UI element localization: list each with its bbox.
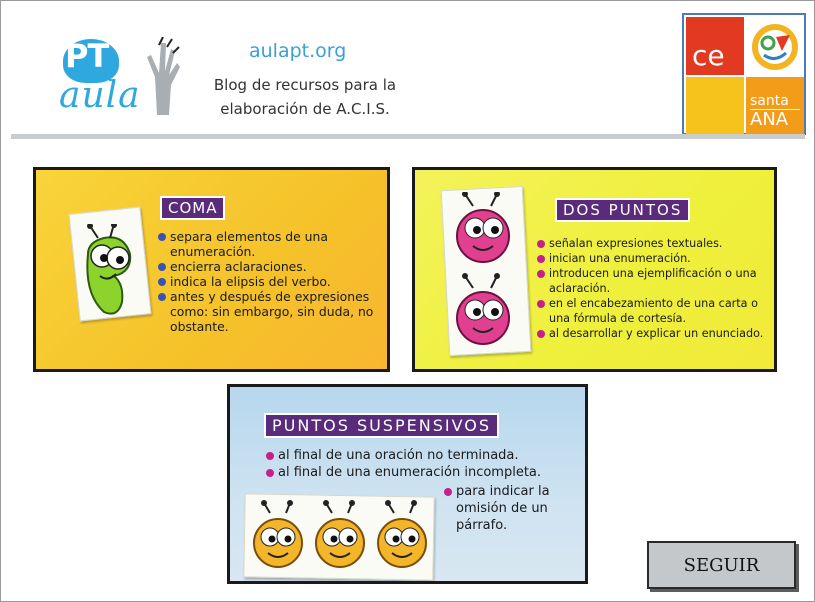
ce-santa-ana-logo — [682, 13, 806, 135]
ce-emblem — [746, 17, 804, 75]
coma-list — [156, 229, 384, 334]
header-divider — [11, 134, 805, 139]
green-bug-character — [74, 224, 146, 320]
list-item: al desarrollar y explicar un enunciado. — [535, 326, 775, 341]
puntos-suspensivos-side-list — [442, 483, 582, 534]
list-item: antes y después de expresiones como: sin embargo, sin duda, no obstante. — [156, 289, 384, 334]
blog-url[interactable]: aulapt.org — [249, 40, 347, 62]
list-item: al final de una enumeración incompleta. — [264, 464, 584, 481]
dos-puntos-list — [535, 236, 775, 341]
blog-desc-line2: elaboración de A.C.I.S. — [220, 100, 390, 118]
yellow-bug-character — [252, 499, 432, 571]
list-item: en el encabezamiento de una carta o una fórmula de cortesía. — [535, 296, 775, 326]
list-item: separa elementos de una enumeración. — [156, 229, 384, 259]
card-title: DOS PUNTOS — [555, 198, 690, 222]
list-item: encierra aclaraciones. — [156, 259, 384, 274]
card-title: COMA — [160, 196, 225, 220]
santa-text: santa — [750, 93, 789, 109]
list-item: al final de una oración no terminada. — [264, 447, 584, 464]
pink-bug-character — [451, 192, 523, 352]
ce-orange-block — [746, 77, 804, 135]
ce-yellow-block — [686, 77, 744, 135]
card-title: PUNTOS SUSPENSIVOS — [264, 413, 499, 438]
card-dos-puntos — [412, 167, 777, 372]
ce-text: ce — [692, 39, 725, 72]
ce-emblem-icon — [746, 17, 804, 75]
seguir-button[interactable]: SEGUIR — [647, 541, 796, 589]
ana-text: ANA — [750, 109, 789, 130]
blog-desc-line1: Blog de recursos para la — [213, 76, 397, 94]
logo-aula-text: aula — [59, 75, 141, 116]
list-item: introducen una ejemplificación o una aclaración. — [535, 266, 775, 296]
header — [7, 5, 807, 133]
puntos-suspensivos-list — [264, 447, 584, 481]
hand-icon — [137, 37, 181, 117]
blog-description — [205, 73, 405, 121]
logo-pt-text: PT — [65, 37, 109, 75]
pt-aula-logo — [51, 23, 191, 123]
list-item: inician una enumeración. — [535, 251, 775, 266]
ce-red-block — [686, 17, 744, 75]
list-item: para indicar la omisión de un párrafo. — [442, 483, 582, 534]
card-puntos-suspensivos — [227, 384, 588, 584]
list-item: indica la elipsis del verbo. — [156, 274, 384, 289]
list-item: señalan expresiones textuales. — [535, 236, 775, 251]
card-coma — [33, 167, 390, 372]
